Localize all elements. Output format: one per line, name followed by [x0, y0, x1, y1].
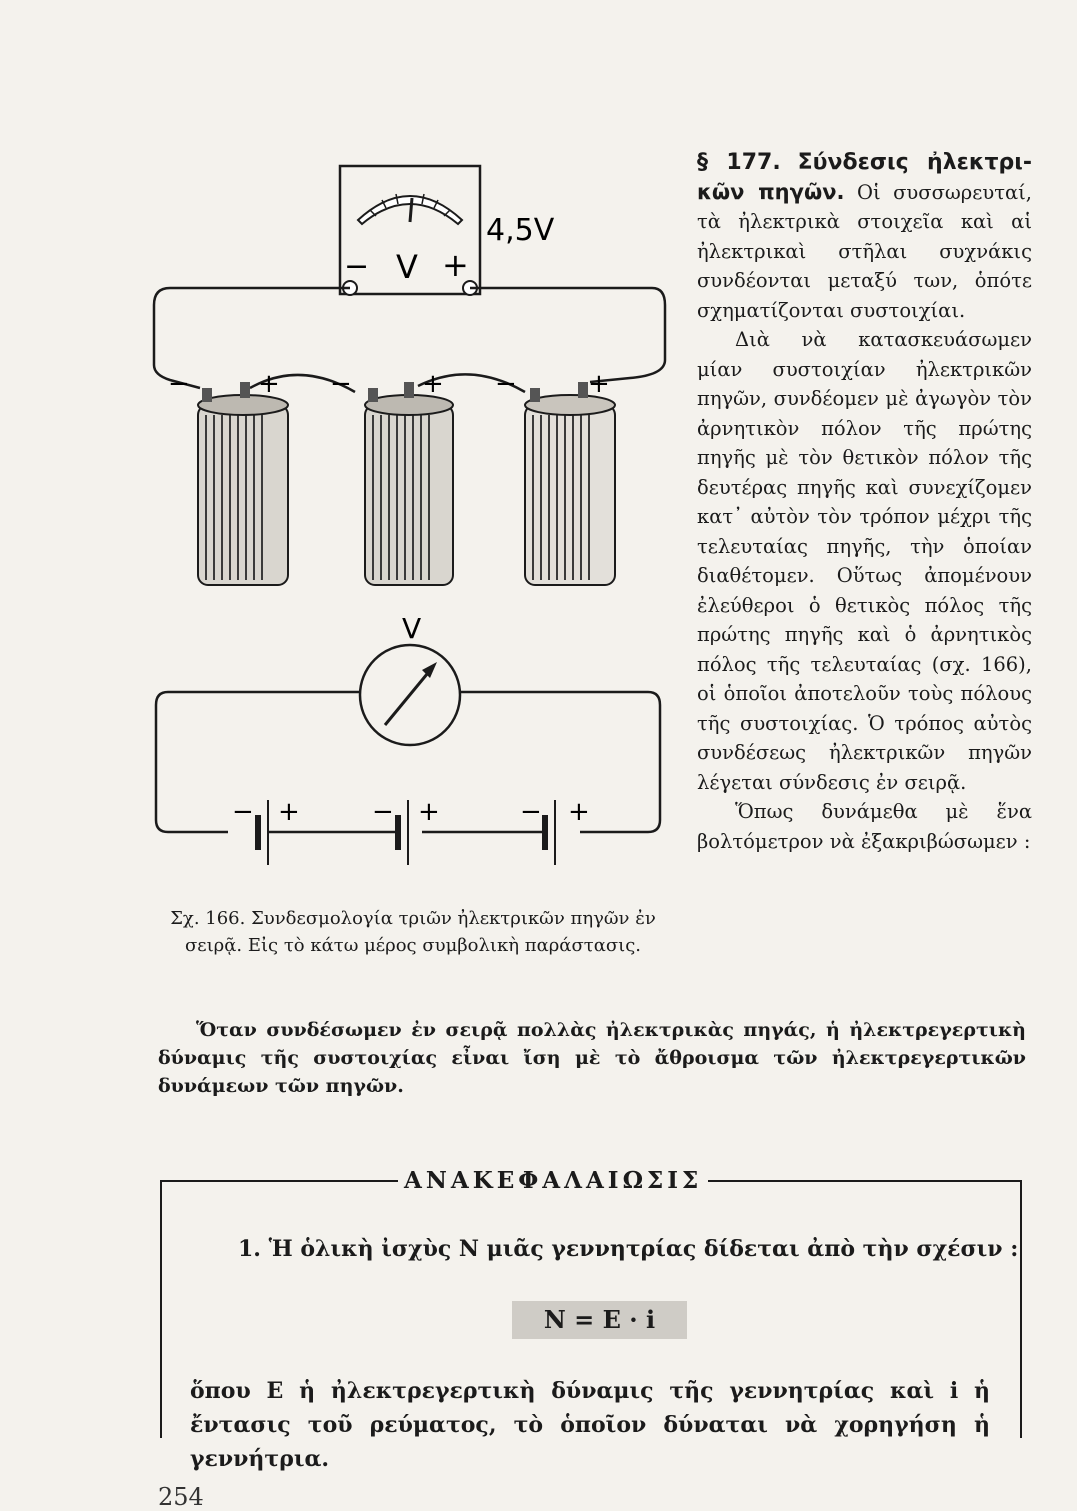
- battery-cell-2: [365, 382, 453, 585]
- battery-1-plus-sign: +: [258, 369, 280, 399]
- battery-2-minus-sign: −: [330, 369, 352, 399]
- section-number: § 177.: [697, 150, 781, 175]
- cell-2-minus-sign: −: [372, 797, 394, 827]
- battery-2-plus-sign: +: [422, 369, 444, 399]
- section-title-part1: Σύνδεσις ἠλεκτρι-: [797, 150, 1032, 175]
- cell-1-minus-sign: −: [232, 797, 254, 827]
- symbolic-circuit: [156, 612, 660, 865]
- section-intro-paragraph: [697, 148, 1032, 325]
- section-para3: Ὅπως δυνάμεθα μὲ ἕνα βολτόμετρον νὰ ἐξακριβώσωμεν :: [697, 800, 1032, 853]
- battery-3-plus-sign: +: [588, 369, 610, 399]
- battery-cell-3: [525, 382, 615, 585]
- voltmeter-label: V: [396, 248, 418, 286]
- voltmeter: [340, 166, 480, 295]
- bleed-through-decoration: [110, 140, 117, 165]
- battery-3-minus-sign: −: [495, 369, 517, 399]
- voltage-reading: 4,5V: [486, 213, 555, 248]
- voltmeter-minus-sign: −: [344, 249, 370, 284]
- cell-2-plus-sign: +: [418, 797, 440, 827]
- cell-3-plus-sign: +: [568, 797, 590, 827]
- recap-explanation: ὅπου Ε ἡ ἠλεκτρεγερτικὴ δύναμις τῆς γεννητρίας καὶ i ἡ ἔντασις τοῦ ρεύματος, τὸ ὁποῖον δύναται νὰ χορηγήση ἡ γεννήτρια.: [190, 1378, 990, 1472]
- figure-caption: Σχ. 166. Συνδεσμολογία τριῶν ἠλεκτρικῶν πηγῶν ἐν σειρᾷ. Εἰς τὸ κάτω μέρος συμβολικὴ παράστασις.: [170, 908, 656, 956]
- recap-item-1: 1. Ἡ ὁλικὴ ἰσχὺς Ν μιᾶς γεννητρίας δίδεται ἀπὸ τὴν σχέσιν :: [238, 1236, 1019, 1262]
- section-para2: Διὰ νὰ κατασκευάσωμεν μίαν συστοιχίαν ἠλεκτρικῶν πηγῶν, συνδέομεν μὲ ἀγωγὸν τὸν ἀρνητικὸν πόλον τῆς πρώτης πηγῆς μὲ τὸν θετικὸν πόλον τῆς δευτέρας πηγῆς καὶ συνεχίζομεν κατ᾽ αὐτὸν τὸν τρόπον μέχρι τῆς τελευταίας πηγῆς, τὴν ὁποίαν διαθέτομεν. Οὕτως ἀπομένουν ἐλεύθεροι ὁ θετικὸς πόλος τῆς πρώτης πηγῆς καὶ ὁ ἀρνητικὸς πόλος τῆς τελευταίας (σχ. 166), οἱ ὁποῖοι ἀποτελοῦν τοὺς πόλους τῆς συστοιχίας. Ὁ τρόπος αὐτὸς συνδέσεως ἠλεκτρικῶν πηγῶν λέγεται σύνδεσις ἐν σειρᾷ.: [697, 328, 1032, 794]
- series-connection-figure: [140, 160, 700, 900]
- cell-1-plus-sign: +: [278, 797, 300, 827]
- symbol-voltmeter-label: V: [402, 612, 422, 645]
- voltmeter-plus-sign: +: [442, 246, 469, 284]
- series-law-statement: Ὅταν συνδέσωμεν ἐν σειρᾷ πολλὰς ἠλεκτρικὰς πηγάς, ἡ ἠλεκτρεγερτικὴ δύναμις τῆς συστοιχίας εἶναι ἴση μὲ τὸ ἄθροισμα τῶν ἠλεκτρεγερτικῶν δυνάμεων τῶν πηγῶν.: [158, 1019, 1026, 1097]
- battery-cell-1: [198, 382, 288, 585]
- power-formula: N = E · i: [512, 1301, 687, 1339]
- cell-3-minus-sign: −: [520, 797, 542, 827]
- battery-1-minus-sign: −: [168, 369, 190, 399]
- recap-title: ΑΝΑΚΕΦΑΛΑΙΩΣΙΣ: [398, 1167, 708, 1194]
- section-title-part2: κῶν πηγῶν.: [697, 179, 845, 204]
- section-para1-text: Οἱ συσσωρευταί, τὰ ἠλεκτρικὰ στοιχεῖα καὶ αἱ ἠλεκτρικαὶ στῆλαι συχνάκις συνδέονται μεταξύ των, ὁπότε σχηματίζονται συστοιχίαι.: [697, 180, 1032, 322]
- section-text-column: [697, 148, 1032, 856]
- page-number: 254: [158, 1483, 204, 1511]
